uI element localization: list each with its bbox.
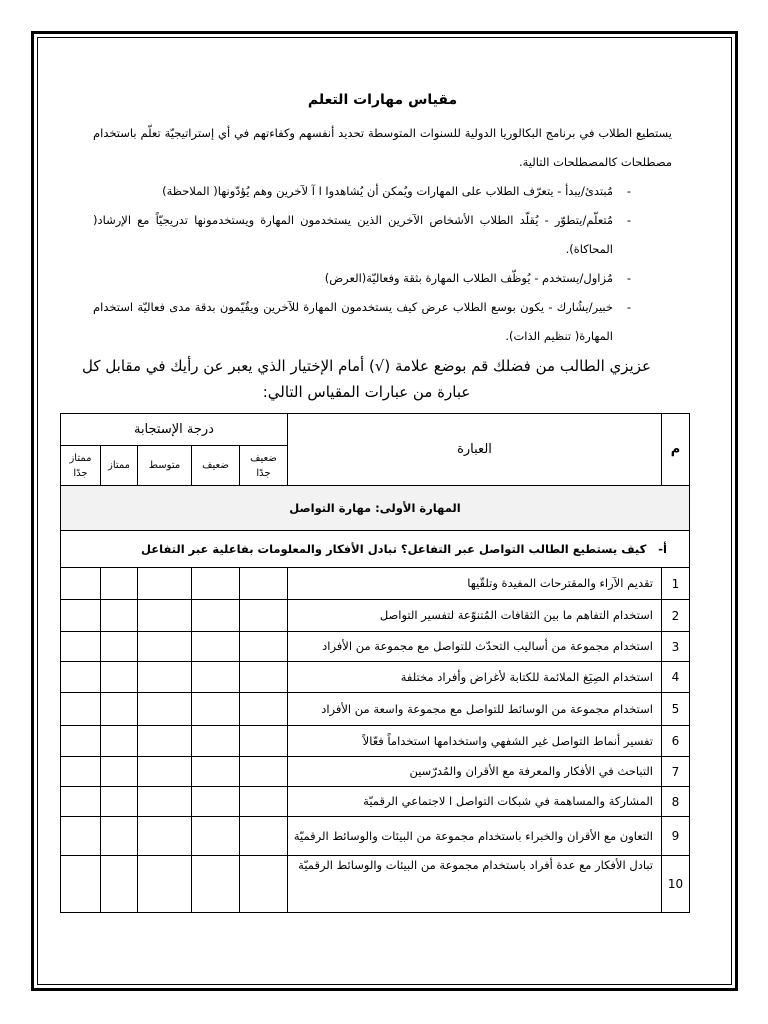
row-number: 2 xyxy=(662,600,690,632)
response-cell-very-excellent xyxy=(60,632,100,662)
row-number: 1 xyxy=(662,568,690,600)
response-cell-weak xyxy=(192,568,240,600)
response-cell-excellent xyxy=(101,856,138,913)
response-cell-excellent xyxy=(101,693,138,726)
page-content xyxy=(61,88,690,913)
bullet-dash: - xyxy=(626,271,631,285)
table-row xyxy=(60,856,689,913)
response-cell-weak xyxy=(192,787,240,817)
table-row xyxy=(60,568,689,600)
row-number: 7 xyxy=(662,757,690,787)
level-text-novice: مُبتدئ/يبدأ - يتعرّف الطلاب على المهارات ويُمكن أن يُشاهدوا ا آ لآخرين وهم يُؤدّونها( الملاحظة) xyxy=(162,184,613,198)
response-cell-very-excellent xyxy=(60,726,100,757)
table-row xyxy=(60,817,689,856)
response-cell-excellent xyxy=(101,757,138,787)
intro-paragraph: يستطيع الطلاب في برنامج البكالوريا الدولية للسنوات المتوسطة تحديد أنفسهم وكفاءتهم في أي إستراتيجيّة تعلّم باستخدام مصطلحات كالمصطلحات التالية. xyxy=(93,126,672,169)
response-cell-weak xyxy=(192,726,240,757)
row-statement: المشاركة والمساهمة في شبكات التواصل ا لاجتماعي الرقميّة xyxy=(288,787,662,817)
skills-scale-table xyxy=(60,413,690,913)
response-cell-very-excellent xyxy=(60,787,100,817)
table-row xyxy=(60,600,689,632)
level-item xyxy=(93,206,633,264)
table-row xyxy=(60,662,689,693)
response-cell-very-excellent xyxy=(60,662,100,693)
response-cell-excellent xyxy=(101,632,138,662)
response-cell-average xyxy=(138,568,192,600)
row-statement: التعاون مع الأقران والخبراء باستخدام مجموعة من البيئات والوسائط الرقميّة xyxy=(288,817,662,856)
response-cell-very-weak xyxy=(240,568,288,600)
table-row xyxy=(60,787,689,817)
response-cell-very-weak xyxy=(240,632,288,662)
response-cell-weak xyxy=(192,817,240,856)
response-cell-very-excellent xyxy=(60,757,100,787)
response-cell-average xyxy=(138,600,192,632)
response-cell-very-weak xyxy=(240,757,288,787)
header-statement: العبارة xyxy=(288,414,662,486)
response-cell-average xyxy=(138,662,192,693)
row-number: 6 xyxy=(662,726,690,757)
level-text-expert: خبير/يشُارك - يكون بوسع الطلاب عرض كيف يستخدمون المهارة للآخرين ويقُيّمون بدقة مدى فعاليّة استخدام المهارة( تنظيم الذات). xyxy=(93,300,613,343)
table-row xyxy=(60,632,689,662)
response-cell-average xyxy=(138,693,192,726)
question-row xyxy=(60,531,689,568)
row-number: 4 xyxy=(662,662,690,693)
response-cell-weak xyxy=(192,856,240,913)
proficiency-level-list xyxy=(93,177,633,351)
response-cell-excellent xyxy=(101,817,138,856)
level-text-learner: مُتعلّم/يتطوّر - يُقلّد الطلاب الأشخاص الآخرين الذين يستخدمون المهارة ويستخدمونها تدريجيّاً مع الإرشاد( المحاكاة). xyxy=(93,213,613,256)
response-cell-very-weak xyxy=(240,662,288,693)
response-cell-average xyxy=(138,787,192,817)
scale-very-excellent: ممتاز جدًا xyxy=(60,446,100,486)
response-cell-very-excellent xyxy=(60,817,100,856)
row-statement: استخدام التفاهم ما بين الثقافات المُتنوّعة لتفسير التواصل xyxy=(288,600,662,632)
response-cell-very-weak xyxy=(240,693,288,726)
response-cell-very-weak xyxy=(240,817,288,856)
row-statement: تبادل الأفكار مع عدة أفراد باستخدام مجموعة من البيئات والوسائط الرقميّة xyxy=(288,856,662,913)
response-cell-weak xyxy=(192,757,240,787)
header-number: م xyxy=(662,414,690,486)
scale-weak: ضعيف xyxy=(192,446,240,486)
response-cell-very-excellent xyxy=(60,568,100,600)
document-title: مقياس مهارات التعلم xyxy=(307,92,458,108)
level-item xyxy=(93,293,633,351)
level-text-practitioner: مُزاول/يستخدم - يُوظّف الطلاب المهارة بثقة وفعاليّة(العرض) xyxy=(324,271,613,285)
response-cell-weak xyxy=(192,632,240,662)
scale-average: متوسط xyxy=(138,446,192,486)
header-response-degree: درجة الإستجابة xyxy=(60,414,287,446)
response-cell-average xyxy=(138,856,192,913)
response-cell-very-excellent xyxy=(60,600,100,632)
response-cell-very-weak xyxy=(240,726,288,757)
response-cell-very-excellent xyxy=(60,693,100,726)
level-item xyxy=(93,264,633,293)
row-number: 10 xyxy=(662,856,690,913)
response-cell-excellent xyxy=(101,726,138,757)
table-row xyxy=(60,757,689,787)
row-statement: استخدام مجموعة من أساليب التحدّث للتواصل مع مجموعة من الأفراد xyxy=(288,632,662,662)
response-cell-very-weak xyxy=(240,600,288,632)
bullet-dash: - xyxy=(626,213,631,227)
response-cell-weak xyxy=(192,693,240,726)
section-row xyxy=(60,486,689,531)
question-text: كيف يستطيع الطالب التواصل عبر التفاعل؟ تبادل الأفكار والمعلومات بفاعلية عبر التفاعل xyxy=(141,542,647,556)
level-item xyxy=(93,177,633,206)
scale-very-weak: ضعيف جدًا xyxy=(240,446,288,486)
header-row xyxy=(60,414,689,446)
response-cell-excellent xyxy=(101,600,138,632)
row-statement: تفسير أنماط التواصل غير الشفهي واستخدامها استخداماً فعّالاً xyxy=(288,726,662,757)
response-cell-weak xyxy=(192,600,240,632)
row-number: 3 xyxy=(662,632,690,662)
response-cell-excellent xyxy=(101,662,138,693)
row-statement: استخدام الصِيَغ الملائمة للكتابة لأغراض وأفراد مختلفة xyxy=(288,662,662,693)
response-cell-weak xyxy=(192,662,240,693)
table-row xyxy=(60,726,689,757)
bullet-dash: - xyxy=(626,300,631,314)
response-cell-average xyxy=(138,632,192,662)
row-number: 8 xyxy=(662,787,690,817)
question-cell xyxy=(60,531,689,568)
row-statement: التباحث في الأفكار والمعرفة مع الأقران والمُدرّسين xyxy=(288,757,662,787)
response-cell-average xyxy=(138,726,192,757)
row-number: 9 xyxy=(662,817,690,856)
section-title: المهارة الأولى: مهارة التواصل xyxy=(60,486,689,531)
row-statement: استخدام مجموعة من الوسائط للتواصل مع مجموعة واسعة من الأفراد xyxy=(288,693,662,726)
bullet-dash: - xyxy=(626,184,631,198)
response-cell-excellent xyxy=(101,787,138,817)
row-number: 5 xyxy=(662,693,690,726)
scale-excellent: ممتاز xyxy=(101,446,138,486)
instruction-text: عزيزي الطالب من فضلك قم بوضع علامة (√) أمام الإختيار الذي يعبر عن رأيك في مقابل كل عبارة من عبارات المقياس التالي: xyxy=(82,357,651,401)
row-statement: تقديم الآراء والمقترحات المفيدة وتلقّيها xyxy=(288,568,662,600)
question-label: أ- xyxy=(658,542,667,556)
response-cell-excellent xyxy=(101,568,138,600)
response-cell-very-weak xyxy=(240,787,288,817)
response-cell-very-weak xyxy=(240,856,288,913)
response-cell-very-excellent xyxy=(60,856,100,913)
table-row xyxy=(60,693,689,726)
response-cell-average xyxy=(138,757,192,787)
response-cell-average xyxy=(138,817,192,856)
